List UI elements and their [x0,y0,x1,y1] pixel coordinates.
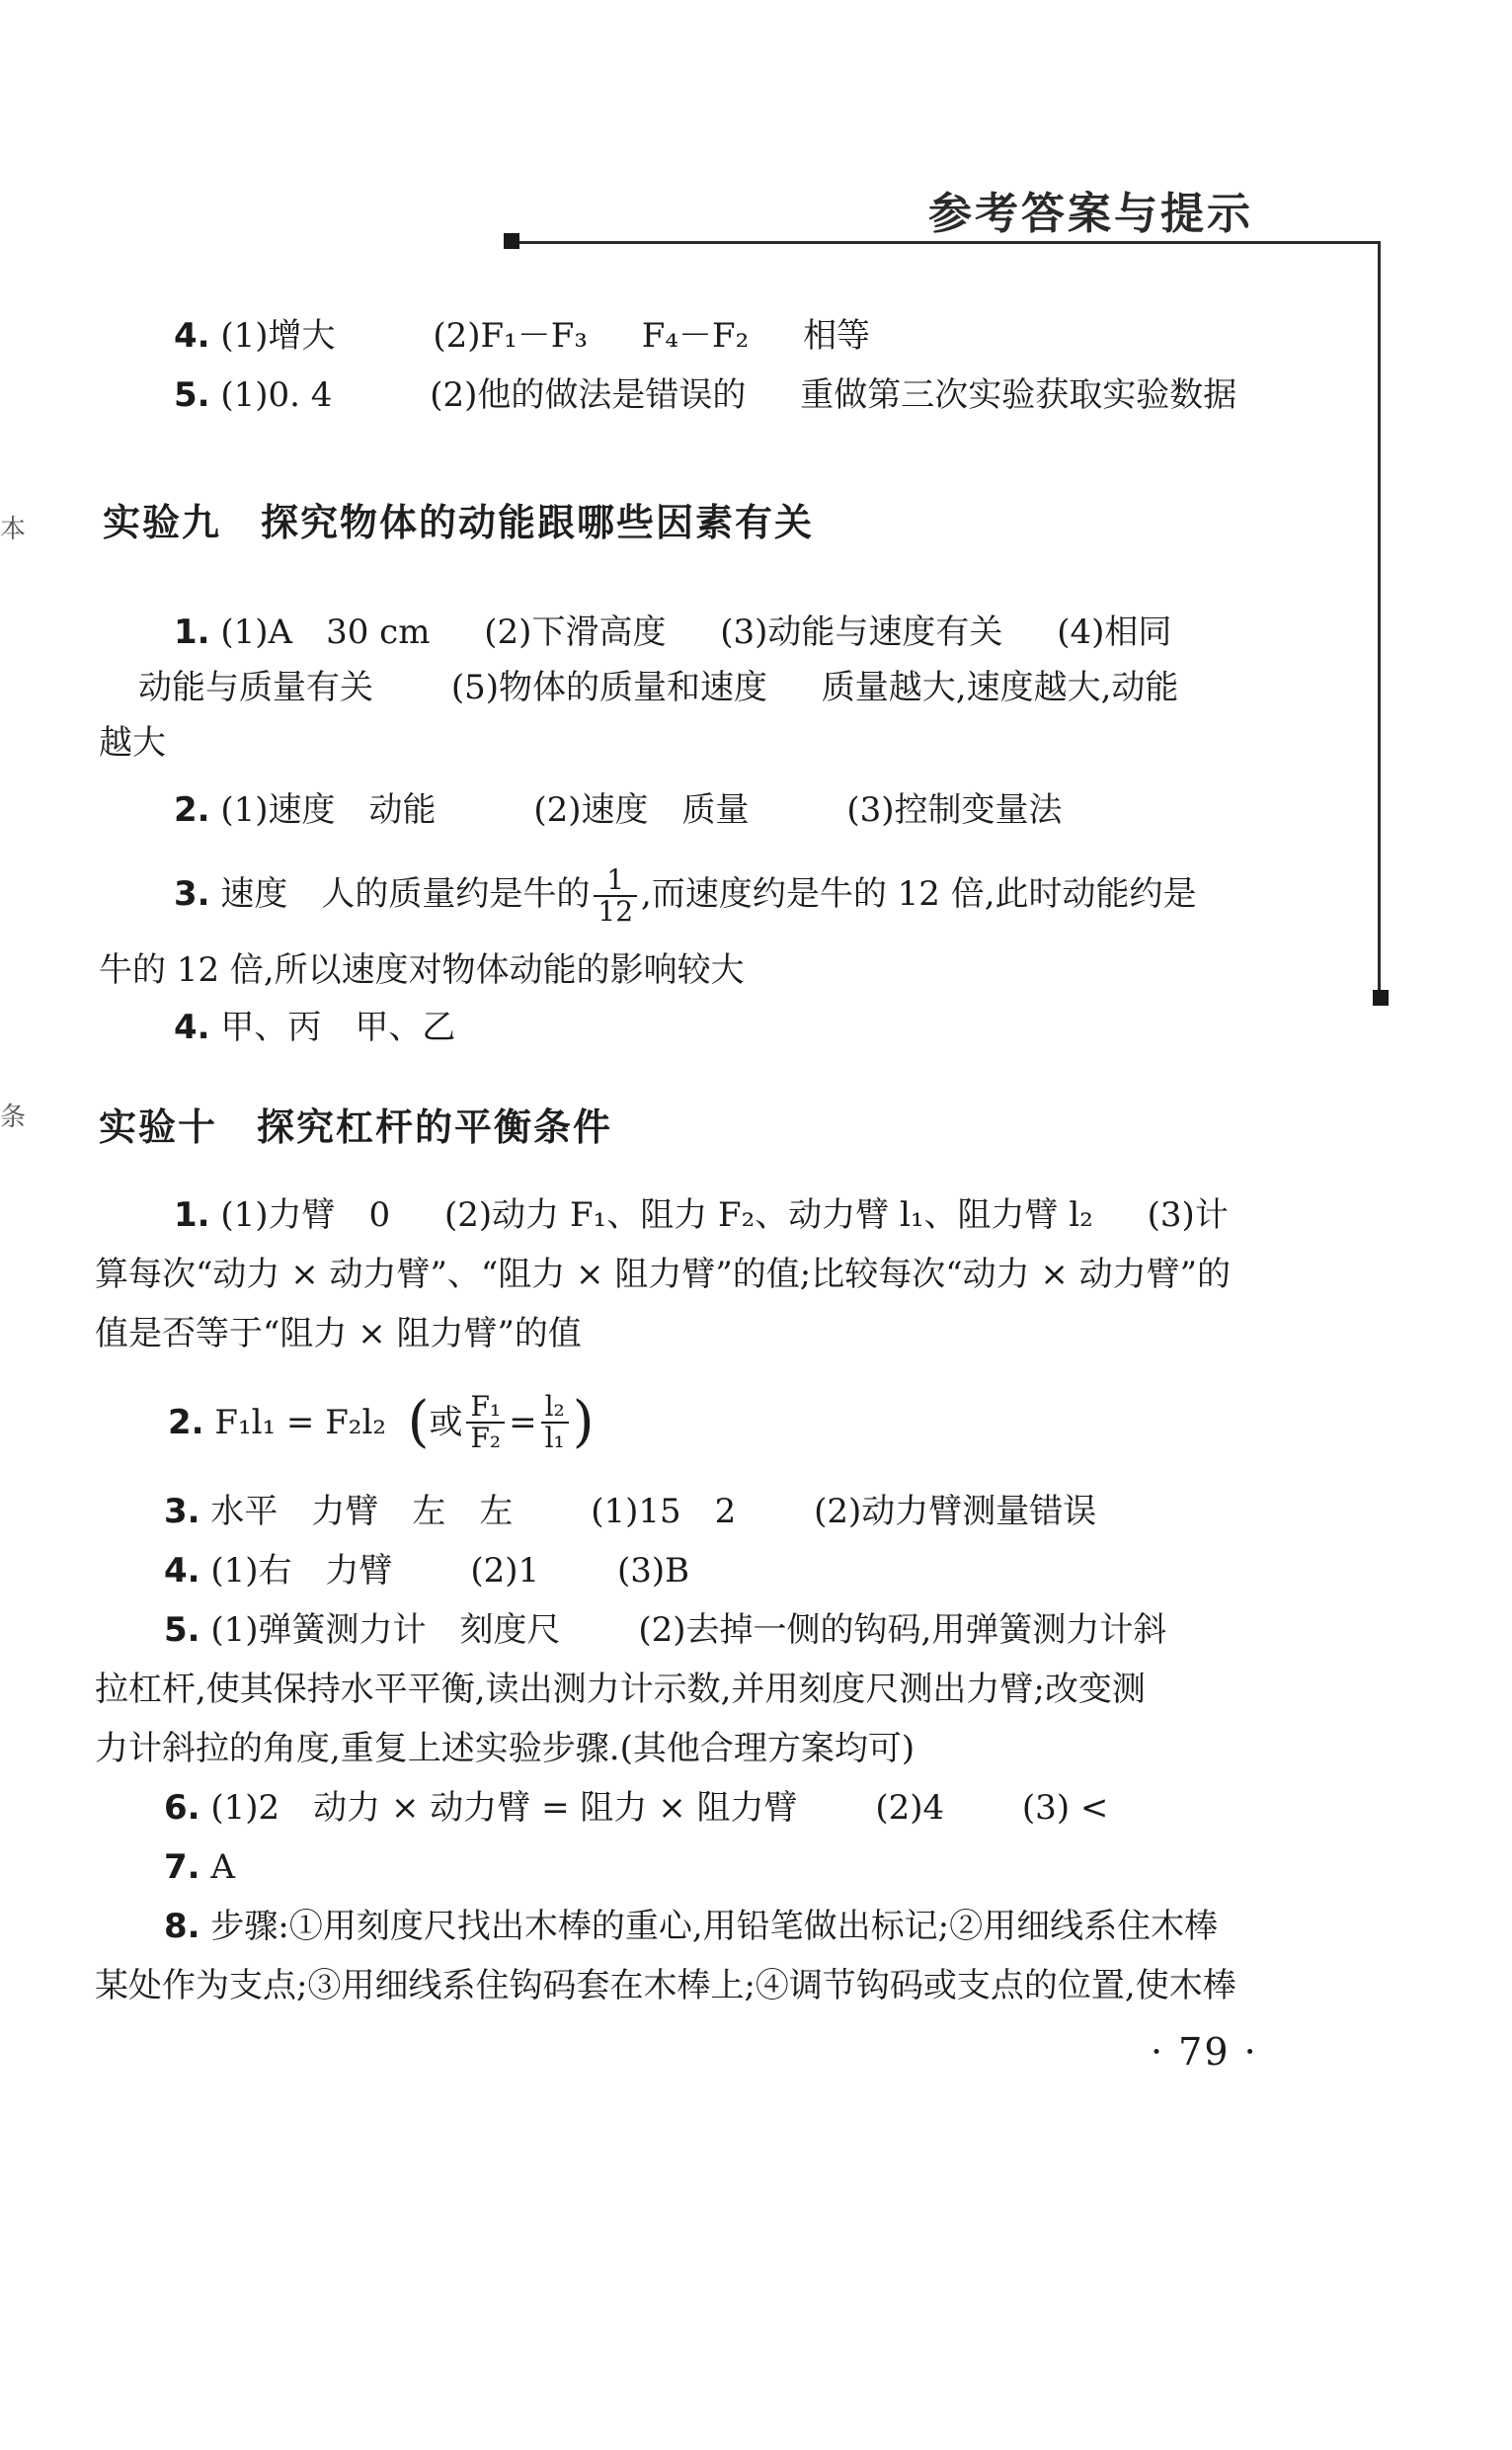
question-number: 1. [174,1195,210,1235]
fraction [466,1392,505,1453]
margin-cut-text: 条 [0,1102,27,1132]
answer-part: (1)15 2 [591,1492,737,1531]
equals-sign: = [509,1403,537,1442]
question-number: 8. [164,1907,200,1946]
question-number: 7. [164,1847,200,1887]
answer-line [174,1195,1229,1235]
fraction-denominator: F₂ [470,1422,502,1454]
question-number: 3. [174,874,210,914]
answer-line [164,1551,689,1591]
answer-line: 拉杠杆,使其保持水平平衡,读出测力计示数,并用刻度尺测出力臂;改变测 [95,1670,1146,1709]
answer-line [174,1008,455,1047]
answer-part: (3) < [1021,1788,1109,1828]
answer-part: (2)F₁－F₃ [433,316,588,356]
answer-part: (3)动能与速度有关 [720,612,1003,652]
answer-part: 动能与质量有关 [138,668,373,707]
header-rule-horizontal [512,241,1381,244]
fraction [594,865,637,927]
answer-part: 步骤:①用刻度尺找出木棒的重心,用铅笔做出标记;②用细线系住木棒 [210,1907,1219,1946]
fraction-numerator: F₁ [466,1392,505,1424]
answer-line [174,316,870,356]
fraction-denominator: l₁ [544,1422,565,1454]
corner-square-marker [504,233,519,249]
answer-line [174,375,1236,415]
page-number: · 79 · [1151,2030,1258,2074]
answer-part: (3)B [616,1551,690,1591]
answer-line [174,790,1063,830]
answer-line [164,1847,235,1887]
answer-line: 算每次“动力 × 动力臂”、“阻力 × 阻力臂”的值;比较每次“动力 × 动力臂”的 [95,1255,1232,1294]
answer-line [174,859,1197,929]
running-header: 参考答案与提示 [928,189,1253,239]
question-number: 2. [168,1403,204,1442]
fraction-numerator: 1 [594,865,637,897]
question-number: 5. [174,375,210,415]
answer-part: (1)右 力臂 [210,1551,393,1591]
section-title: 实验十 探究杠杆的平衡条件 [99,1105,613,1149]
left-parenthesis: ( [407,1390,430,1454]
margin-cut-text: 本 [0,515,27,544]
question-number: 2. [174,790,210,830]
answer-line: 值是否等于“阻力 × 阻力臂”的值 [95,1314,582,1353]
answer-line: 越大 [99,723,166,763]
answer-part: (2)1 [470,1551,540,1591]
answer-part: (1)增大 [220,316,336,356]
answer-part: ,而速度约是牛的 12 倍,此时动能约是 [641,874,1197,914]
answer-part: (2)4 [875,1788,945,1828]
answer-part: (2)他的做法是错误的 [430,375,747,415]
answer-part: (2)动力 F₁、阻力 F₂、动力臂 l₁、阻力臂 l₂ [444,1195,1093,1235]
fraction-numerator: l₂ [541,1392,569,1424]
answer-line [174,612,1171,652]
answer-part: (4)相同 [1057,612,1172,652]
answer-line: 某处作为支点;③用细线系住钩码套在木棒上;④调节钩码或支点的位置,使木棒 [95,1966,1236,2005]
question-number: 5. [164,1610,200,1650]
header-rule-vertical [1378,241,1381,1000]
answer-line [168,1378,595,1467]
fraction-denominator: 12 [597,895,634,928]
answer-part: (5)物体的质量和速度 [450,668,767,707]
section-title: 实验九 探究物体的动能跟哪些因素有关 [103,501,815,544]
answer-part: (3)控制变量法 [846,790,1063,830]
answer-part: 甲、丙 甲、乙 [220,1008,456,1047]
question-number: 4. [174,1008,210,1047]
answer-part: (2)动力臂测量错误 [814,1492,1097,1531]
answer-part: 质量越大,速度越大,动能 [821,668,1179,707]
corner-square-marker [1373,990,1389,1006]
lever-formula [168,1378,595,1467]
answer-part: F₄－F₂ [641,316,750,356]
answer-part: (1)2 动力 × 动力臂 = 阻力 × 阻力臂 [210,1788,798,1828]
answer-part: 或 [429,1403,463,1442]
question-number: 1. [174,612,210,652]
answer-part: (2)去掉一侧的钩码,用弹簧测力计斜 [638,1610,1167,1650]
answer-line [164,1907,1218,1946]
fraction [541,1392,569,1453]
answer-part: (1)弹簧测力计 刻度尺 [210,1610,561,1650]
answer-part: (1)0. 4 [220,375,333,415]
answer-line [164,1492,1096,1531]
answer-part: A [210,1847,235,1887]
answer-line [164,1610,1166,1650]
question-number: 6. [164,1788,200,1828]
answer-part: 水平 力臂 左 左 [210,1492,514,1531]
answer-part: 相等 [803,316,871,356]
question-number: 3. [164,1492,200,1531]
answer-part: (2)速度 质量 [533,790,750,830]
answer-part: (2)下滑高度 [484,612,667,652]
question-number: 4. [174,316,210,356]
answer-part: F₁l₁ = F₂l₂ [214,1403,386,1442]
answer-line [164,1788,1108,1828]
question-number: 4. [164,1551,200,1591]
answer-line: 牛的 12 倍,所以速度对物体动能的影响较大 [99,950,745,990]
answer-part: (3)计 [1147,1195,1229,1235]
answer-part: 重做第三次实验获取实验数据 [800,375,1237,415]
right-parenthesis: ) [572,1390,595,1454]
answer-line [138,668,1178,707]
answer-part: (1)A 30 cm [220,612,431,652]
answer-part: (1)力臂 0 [220,1195,391,1235]
answer-part: 速度 人的质量约是牛的 [220,874,591,914]
answer-part: (1)速度 动能 [220,790,437,830]
answer-line: 力计斜拉的角度,重复上述实验步骤.(其他合理方案均可) [95,1729,915,1768]
